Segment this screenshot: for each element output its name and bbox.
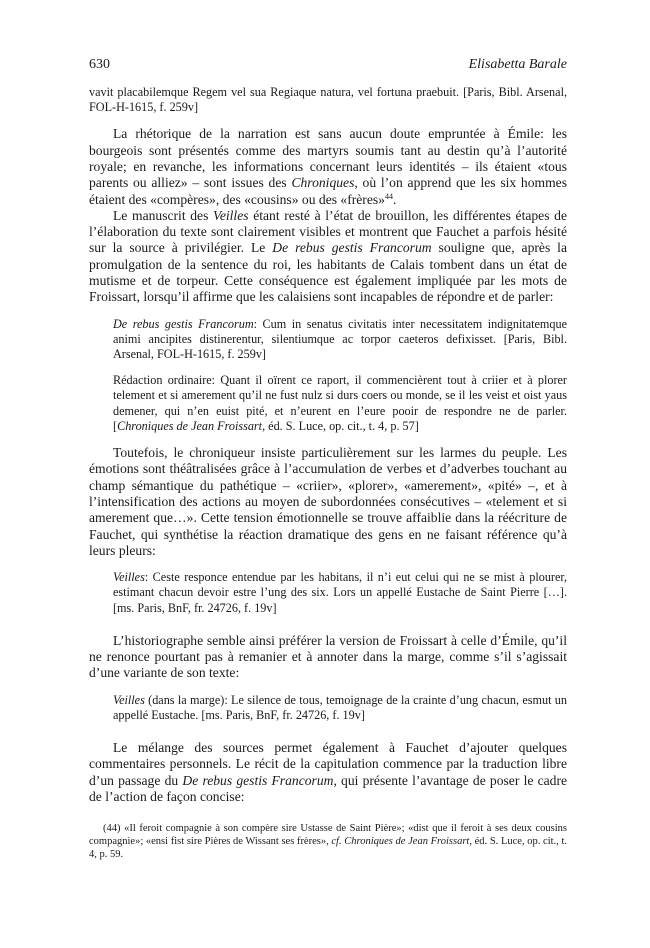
running-author: Elisabetta Barale (468, 57, 567, 72)
running-header (89, 56, 567, 74)
paragraph-3 (89, 445, 567, 559)
quote-label-note: (dans la marge) (144, 692, 225, 707)
quote-text: : Le silence de tous, temoignage de la crainte d’ung chacun, esmut un appellé Eustache. [ms. Paris, BnF, fr. 24726, f. 19v] (113, 692, 567, 722)
paragraph-text: Le manuscrit des (113, 207, 214, 223)
quote-text: Rédaction ordinaire: Quant il oïrent ce raport, il commencièrent tout à criier et à plorer telement et si amerement qu’il ne fust nulz si durs coers ou monde, se il les veist et oist yaus demener, qui n’en euist pité, et n’eurent en l’eure pooir de respondre ne de parler. [ (113, 373, 567, 433)
work-title: Chroniques de Jean Froissart (117, 418, 263, 433)
paragraph-text: L’historiographe semble ainsi préférer la version de Froissart à celle d’Émile, qu’il ne renonce pourtant pas à remanier et à annoter dans la marge, comme s’il s’agissait d’une variante de son texte: (89, 632, 567, 681)
work-title: cf. Chroniques de Jean Froissart (331, 836, 470, 847)
paragraph-1 (89, 126, 567, 305)
paragraph-text: étant resté à l’état de brouillon, les différentes étapes de l’élaboration du texte sont clairement visibles et montrent que Fauchet a parfois hésité sur la source à privilégier. Le (89, 207, 567, 256)
paragraph-text: souligne que, après la promulgation de la sentence du roi, les habitants de Calais tombent dans un état de mutisme et de torpeur. Cette conséquence est également impliquée par les mots de Froissart, lorsqu’il affirme que les calaisiens sont incapables de répondre et de parler: (89, 240, 567, 305)
footnote-text: , éd. S. Luce, op. cit., t. 4, p. 59. (89, 836, 567, 860)
work-title: Veilles (213, 207, 249, 223)
page-number: 630 (89, 57, 110, 72)
paragraph-text: Le mélange des sources permet également à Fauchet d’ajouter quelques commentaires personnels. Le récit de la capitulation commence par la traduction libre d’un passage du (89, 740, 567, 788)
footnote-ref[interactable]: 44 (384, 191, 393, 201)
quote-veilles-1 (113, 570, 567, 616)
work-title: De rebus gestis Francorum (272, 240, 432, 256)
quote-label: Veilles (113, 570, 145, 585)
work-title: Chroniques (291, 175, 355, 191)
quote-label: De rebus gestis Francorum (113, 316, 254, 331)
paragraph-text: La rhétorique de la narration est sans aucun doute empruntée à Émile: les bourgeois sont présentés comme des martyrs soumis tant au destin qu’à l’autorité royale; en revanche, les informations concernant leurs identités – ils étaient «tous parents ou alliez» – sont issues des (89, 126, 567, 191)
paragraph-5 (89, 740, 567, 805)
paragraph-4 (89, 633, 567, 682)
paragraph-text: , où l’on apprend que les six hommes étaient des «compères», des «cousins» ou des «frères» (89, 175, 567, 207)
footnote-text: «Il feroit compagnie à son compère sire Ustasse de Saint Pière»; «dist que il feroit à ses deux cousins compagnie»; «ensi fist sire Pières de Wissant ses frères», (89, 823, 567, 847)
quote-text: , éd. S. Luce, op. cit., t. 4, p. 57] (262, 418, 419, 433)
quote-redaction (113, 373, 567, 434)
quote-label: Veilles (113, 692, 145, 707)
quote-veilles-2 (113, 693, 567, 723)
footnote-number: (44) (103, 823, 121, 834)
paragraph-text: Toutefois, le chroniqueur insiste particulièrement sur les larmes du peuple. Les émotions sont théâtralisées grâce à l’accumulation de verbes et d’adverbes touchant au champ sémantique du pathétique – «criier», «plorer», «amerement», «pité» –, et à l’intensification des actions au moyen de subordonnées consécutives – «telement et si amerement que…». Cette tension émotionnelle se trouve affaiblie dans la réécriture de Fauchet, qui synthétise la réaction dramatique des gens en ne faisant référence qu’à leurs pleurs: (89, 445, 567, 558)
quote-text: vavit placabilemque Regem vel sua Regiaque natura, vel fortuna praebuit. [Paris, Bibl. Arsenal, FOL-H-1615, f. 259v] (89, 85, 567, 115)
footnote-44 (89, 822, 567, 861)
quote-continuation (89, 85, 567, 115)
quote-text: : Cum in senatus civitatis inter necessitatem indignitatemque animi ancipites distinerentur, silentiumque ac torpor caeteros defixisset. [Paris, Bibl. Arsenal, FOL-H-1615, f. 259v] (113, 316, 567, 362)
paragraph-2 (89, 208, 567, 306)
paragraph-text: . (392, 191, 397, 207)
page-body (89, 56, 567, 805)
paragraph-text: , qui présente l’avantage de poser le cadre de l’action de façon concise: (89, 772, 568, 804)
quote-de-rebus (113, 317, 567, 363)
work-title: De rebus gestis Francorum (182, 772, 334, 788)
quote-text: : Ceste responce entendue par les habitans, il n’i eut celui qui ne se mist à plourer, estimant chacun devoir estre l’ung des six. Lors un appellé Eustache de Saint Pierre […]. [ms. Paris, BnF, fr. 24726, f. 19v] (113, 570, 567, 615)
